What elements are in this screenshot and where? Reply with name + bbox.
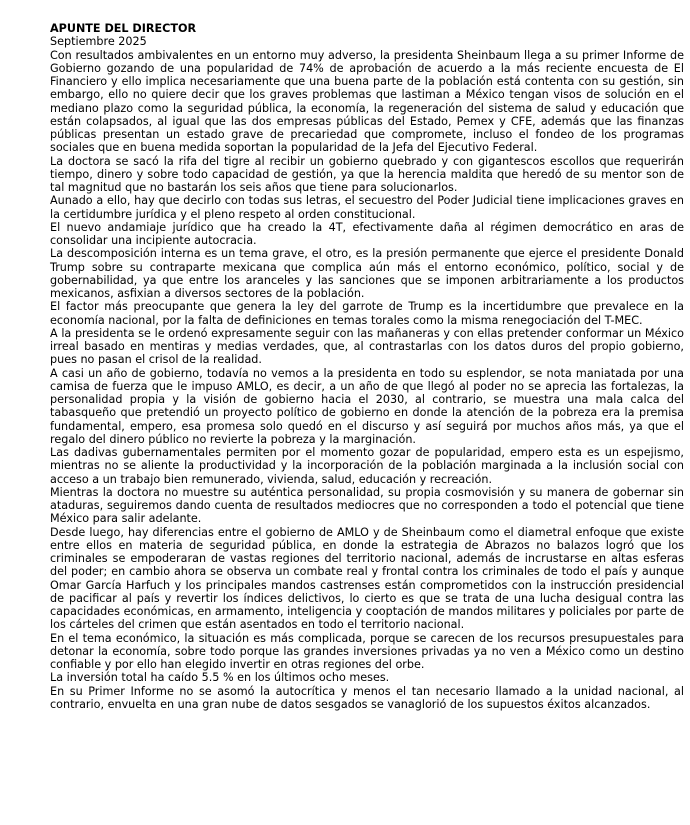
- paragraph-2: La doctora se sacó la rifa del tigre al recibir un gobierno quebrado y con gigantescos escollos que requerirán tiempo, dinero y sobre todo capacidad de gestión, ya que la herencia maldita que heredó de su mentor son de tal magnitud que no bastarán los seis años que tiene para solucionarlos.: [50, 154, 684, 194]
- paragraph-1: Con resultados ambivalentes en un entorno muy adverso, la presidenta Sheinbaum llega a su primer Informe de Gobierno gozando de una popularidad de 74% de aprobación de acuerdo a la más reciente encuesta de El Financiero y ello implica necesariamente que una buena parte de la población está contenta con su gestión, sin embargo, ello no quiere decir que los graves problemas que lastiman a México tengan visos de solución en el mediano plazo como la seguridad pública, la economía, la regeneración del sistema de salud y educación que están colapsados, al igual que las dos empresas públicas del Estado, Pemex y CFE, además que las finanzas públicas presentan un estado grave de precariedad que compromete, incluso el fondeo de los programas sociales que en buena medida soportan la popularidad de la Jefa del Ejecutivo Federal.: [50, 48, 684, 155]
- paragraph-6: El factor más preocupante que genera la ley del garrote de Trump es la incertidumbre que prevalece en la economía nacional, por la falta de definiciones en temas torales como la misma renegociación del T-MEC.: [50, 300, 684, 327]
- paragraph-10: Mientras la doctora no muestre su auténtica personalidad, su propia cosmovisión y su manera de gobernar sin ataduras, seguiremos dando cuenta de resultados mediocres que no corresponden a todo el potencial que tiene México para salir adelante.: [50, 485, 684, 526]
- paragraph-12: En el tema económico, la situación es más complicada, porque se carecen de los recursos presupuestales para detonar la economía, sobre todo porque las grandes inversiones privadas ya no ven a México como un destino confiable y por ello han elegido invertir en otras regiones del orbe.: [50, 631, 684, 671]
- paragraph-7: A la presidenta se le ordenó expresamente seguir con las mañaneras y con ellas pretender conformar un México irreal basado en mentiras y medias verdades, que, al contrastarlas con los datos duros del propio gobierno, pues no pasan el crisol de la realidad.: [50, 326, 684, 367]
- paragraph-9: Las dadivas gubernamentales permiten por el momento gozar de popularidad, empero esta es un espejismo, mientras no se aliente la productividad y la incorporación de la población marginada a la inclusión social con acceso a un trabajo bien remunerado, vivienda, salud, educación y recreación.: [50, 446, 684, 486]
- article-date: Septiembre 2025: [50, 35, 147, 49]
- article-body: [50, 22, 684, 711]
- article-title: APUNTE DEL DIRECTOR: [50, 22, 197, 35]
- paragraph-13: La inversión total ha caído 5.5 % en los últimos ocho meses.: [50, 671, 390, 685]
- paragraph-11: Desde luego, hay diferencias entre el gobierno de AMLO y de Sheinbaum como el diametral enfoque que existe entre ellos en materia de seguridad pública, en donde la estrategia de Abrazos no balazos logró que los criminales se empoderaran de vastas regiones del territorio nacional, además de incrustarse en altas esferas del poder; en cambio ahora se observa un combate real y frontal contra los criminales de todo el país y aunque Omar García Harfuch y los principales mandos castrenses están comprometidos con la instrucción presidencial de pacificar al país y revertir los índices delictivos, lo cierto es que se trata de una lucha desigual contra las capacidades económicas, en armamento, inteligencia y cooptación de mandos militares y policiales por parte de los cárteles del crimen que están asentados en todo el territorio nacional.: [50, 525, 684, 632]
- paragraph-8: A casi un año de gobierno, todavía no vemos a la presidenta en todo su esplendor, se nota maniatada por una camisa de fuerza que le impuso AMLO, es decir, a un año de que llegó al poder no se aprecia las fortalezas, la personalidad propia y la visión de gobierno hacia el 2030, al contrario, se muestra una mala calca del tabasqueño que pretendió un proyecto político de gobierno en donde la atención de la pobreza era la premisa fundamental, empero, esa promesa solo quedó en el discurso y así seguirá por muchos años más, ya que el regalo del dinero público no revierte la pobreza y la marginación.: [50, 366, 684, 446]
- paragraph-3: Aunado a ello, hay que decirlo con todas sus letras, el secuestro del Poder Judicial tiene implicaciones graves en la certidumbre jurídica y el pleno respeto al orden constitucional.: [50, 194, 684, 221]
- paragraph-14: En su Primer Informe no se asomó la autocrítica y menos el tan necesario llamado a la unidad nacional, al contrario, envuelta en una gran nube de datos sesgados se vanaglorió de los supuestos éxitos alcanzados.: [50, 684, 684, 711]
- paragraph-5: La descomposición interna es un tema grave, el otro, es la presión permanente que ejerce el presidente Donald Trump sobre su contraparte mexicana que complica aún más el entorno económico, político, social y de gobernabilidad, ya que entre los aranceles y las sanciones que se imponen arbitrariamente a los productos mexicanos, asfixian a diversos sectores de la población.: [50, 247, 684, 300]
- paragraph-4: El nuevo andamiaje jurídico que ha creado la 4T, efectivamente daña al régimen democrático en aras de consolidar una incipiente autocracia.: [50, 220, 684, 247]
